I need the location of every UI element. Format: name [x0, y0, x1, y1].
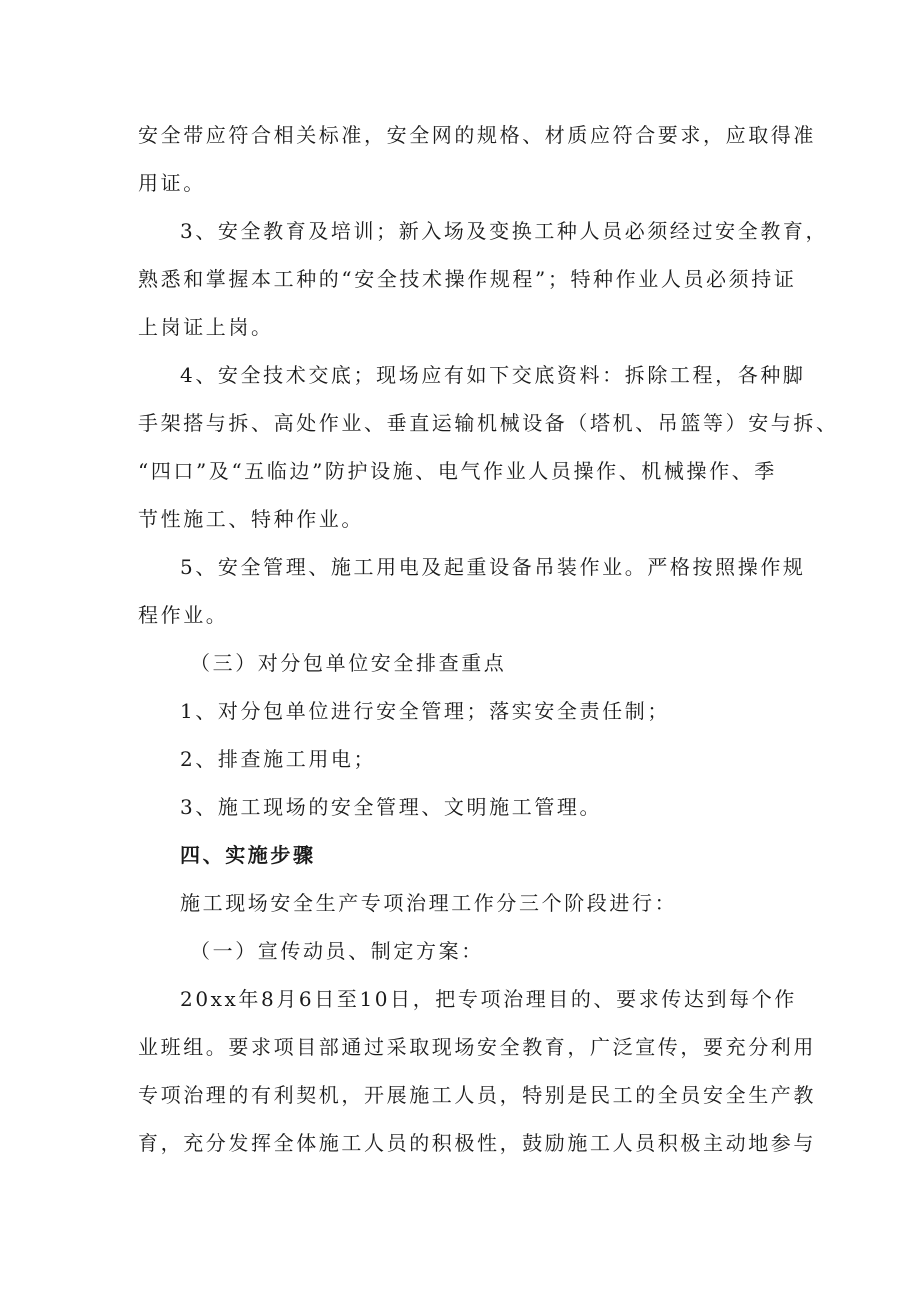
section-heading: （三）对分包单位安全排查重点 [190, 651, 507, 675]
paragraph-line: 上岗证上岗。 [138, 315, 274, 339]
list-item: 1、对分包单位进行安全管理；落实安全责任制； [180, 699, 670, 723]
paragraph-line: 熟悉和掌握本工种的“安全技术操作规程”；特种作业人员必须持证 [138, 267, 797, 291]
paragraph-line: 节性施工、特种作业。 [138, 507, 364, 531]
paragraph-line: 用证。 [138, 171, 206, 195]
paragraph-line: 4、安全技术交底；现场应有如下交底资料：拆除工程，各种脚 [180, 363, 806, 387]
paragraph-line: 20xx年8月6日至10日，把专项治理目的、要求传达到每个作 [180, 987, 797, 1011]
paragraph-line: 施工现场安全生产专项治理工作分三个阶段进行： [180, 891, 678, 915]
paragraph-line: 手架搭与拆、高处作业、垂直运输机械设备（塔机、吊篮等）安与拆、 [138, 411, 839, 435]
paragraph-line: “四口”及“五临边”防护设施、电气作业人员操作、机械操作、季 [138, 459, 777, 483]
paragraph-line: 安全带应符合相关标准，安全网的规格、材质应符合要求，应取得准 [138, 123, 816, 147]
chapter-heading: 四、实施步骤 [180, 843, 316, 867]
paragraph-line: 业班组。要求项目部通过采取现场安全教育，广泛宣传，要充分利用 [138, 1035, 816, 1059]
paragraph-line: 5、安全管理、施工用电及起重设备吊装作业。严格按照操作规 [180, 555, 806, 579]
section-heading: （一）宣传动员、制定方案： [190, 939, 484, 963]
paragraph-line: 程作业。 [138, 603, 229, 627]
list-item: 3、施工现场的安全管理、文明施工管理。 [180, 795, 603, 819]
paragraph-line: 3、安全教育及培训；新入场及变换工种人员必须经过安全教育， [180, 219, 829, 243]
paragraph-line: 育，充分发挥全体施工人员的积极性，鼓励施工人员积极主动地参与 [138, 1131, 816, 1155]
paragraph-line: 专项治理的有利契机，开展施工人员，特别是民工的全员安全生产教 [138, 1083, 816, 1107]
list-item: 2、排查施工用电； [180, 747, 377, 771]
